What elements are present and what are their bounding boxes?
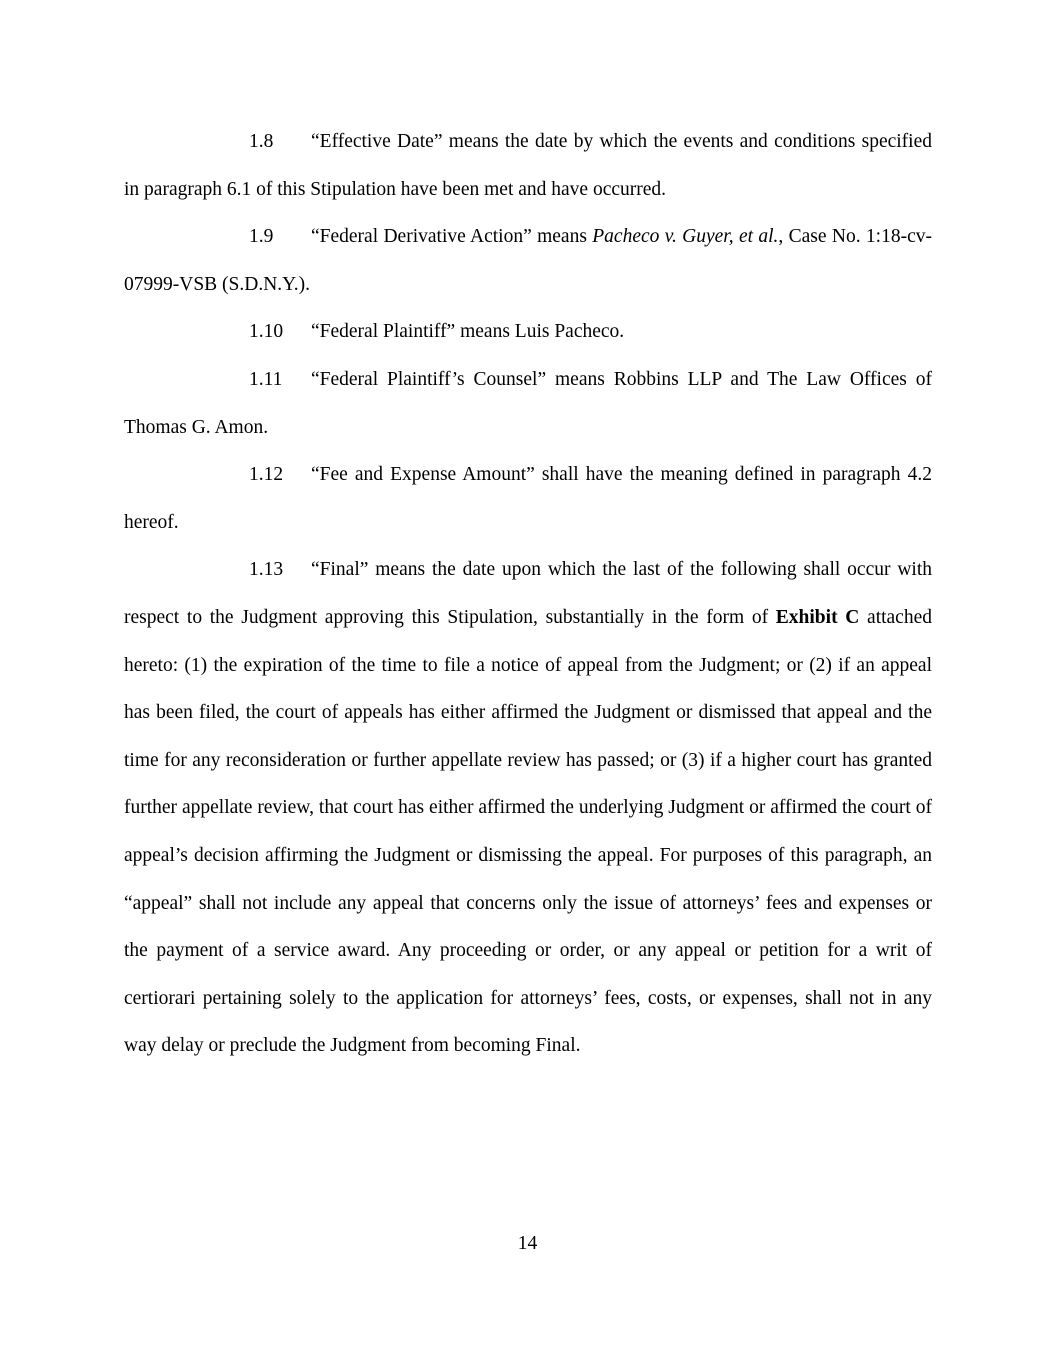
paragraph-text-continued: , Case No. 1:18-cv-07999-VSB (S.D.N.Y.). [124,226,932,295]
paragraph-text: “Final” means the date upon which the last of the following shall occur with respect to the Judgment approving this Stipulation, substantially in the form of [124,559,932,628]
paragraph-number: 1.11 [249,368,283,390]
page-number: 14 [517,1233,538,1254]
paragraph-text: “Federal Plaintiff” means Luis Pacheco. [311,321,625,343]
paragraph-number: 1.8 [249,131,274,152]
paragraph-text: “Federal Derivative Action” means [311,226,593,248]
paragraph-number: 1.10 [249,321,284,343]
paragraph-number: 1.13 [249,559,284,581]
paragraph-1-13 [124,546,932,1070]
paragraph-number: 1.12 [249,464,284,486]
case-name: Pacheco v. Guyer, et al. [592,226,779,248]
paragraph-1-10 [124,308,932,356]
paragraph-1-9 [124,213,932,308]
paragraph-1-8 [124,118,932,213]
paragraph-text-continued: attached hereto: (1) the expiration of the time to file a notice of appeal from the Judgment; or (2) if an appeal has been filed, the court of appeals has either affirmed the Judgment or dismissed that appeal and the time for any reconsideration or further appellate review has passed; or (3) if a higher court has granted further appellate review, that court has either affirmed the underlying Judgment or affirmed the court of appeal’s decision affirming the Judgment or dismissing the appeal. For purposes of this paragraph, an “appeal” shall not include any appeal that concerns only the issue of attorneys’ fees and expenses or the payment of a service award. Any proceeding or order, or any appeal or petition for a writ of certiorari pertaining solely to the application for attorneys’ fees, costs, or expenses, shall not in any way delay or preclude the Judgment from becoming Final. [124,606,932,1057]
document-body [124,118,932,1070]
exhibit-reference: Exhibit C [775,606,860,628]
paragraph-text: “Fee and Expense Amount” shall have the meaning defined in paragraph 4.2 hereof. [124,464,932,533]
paragraph-text: “Federal Plaintiff’s Counsel” means Robbins LLP and The Law Offices of Thomas G. Amon. [124,368,932,438]
paragraph-text: “Effective Date” means the date by which the events and conditions specified in paragraph 6.1 of this Stipulation have been met and have occurred. [124,131,932,200]
paragraph-1-11 [124,356,932,451]
paragraph-1-12 [124,451,932,546]
paragraph-number: 1.9 [249,226,274,248]
